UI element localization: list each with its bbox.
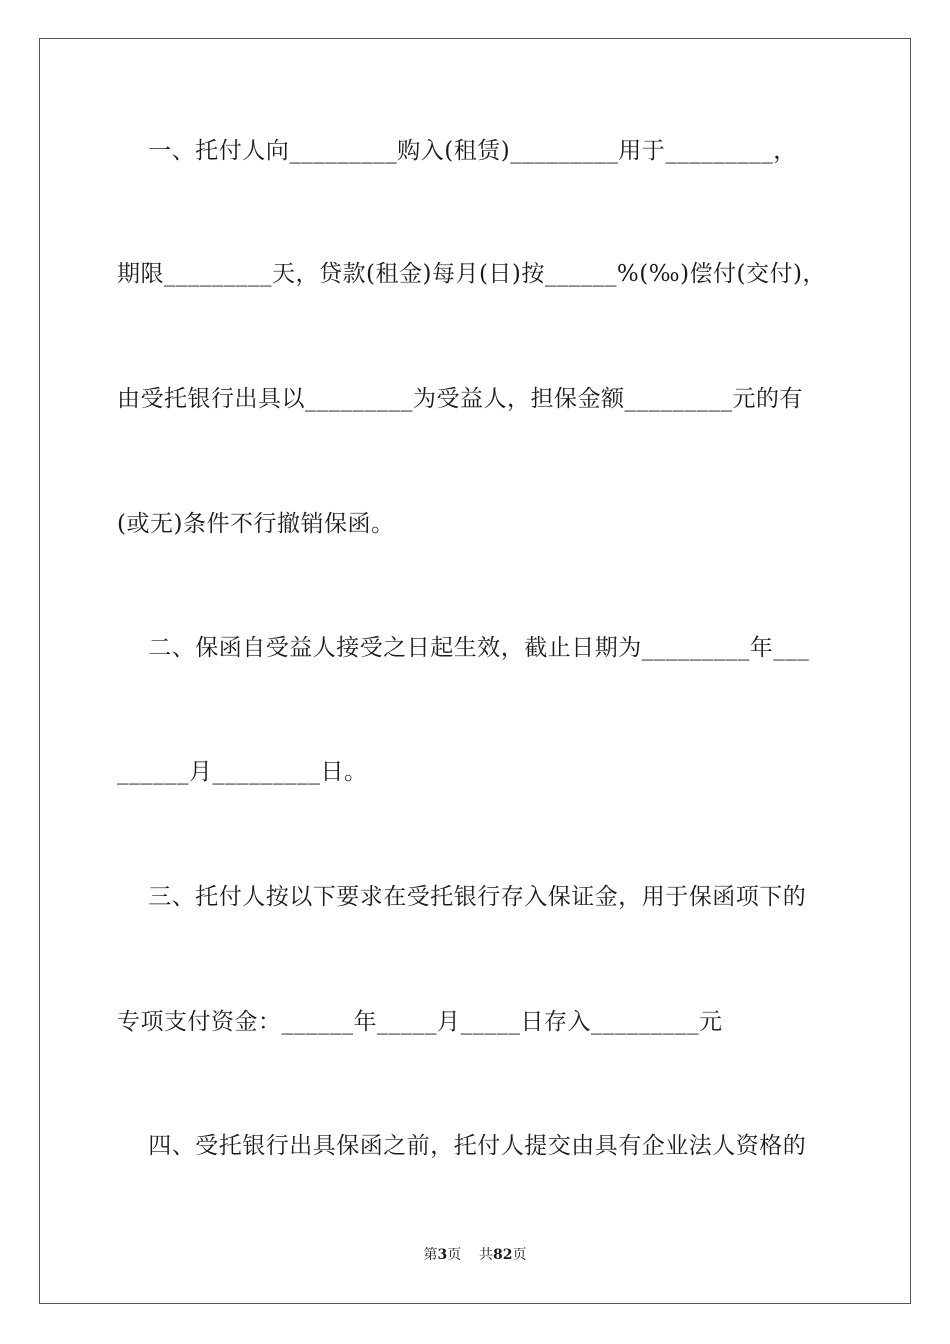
footer-total-prefix: 共: [479, 1247, 494, 1263]
footer-page-number: 3: [437, 1247, 448, 1263]
paragraph-1-line-2: 期限_________天，贷款(租金)每月(日)按______%(‰)偿付(交付)，: [117, 261, 827, 287]
paragraph-2-line-1: 二、保函自受益人接受之日起生效，截止日期为_________年___: [117, 635, 810, 661]
footer-total-suffix: 页: [512, 1247, 527, 1263]
paragraph-3-line-2: 专项支付资金：______年_____月_____日存入_________元: [117, 1009, 723, 1035]
paragraph-1-line-4: (或无)条件不行撤销保函。: [117, 511, 395, 537]
paragraph-3-line-1: 三、托付人按以下要求在受托银行存入保证金，用于保函项下的: [117, 884, 807, 910]
footer-page-suffix: 页: [447, 1247, 462, 1263]
footer-total-pages: 82: [493, 1247, 513, 1263]
paragraph-1-line-1: 一、托付人向_________购入(租赁)_________用于_________，: [117, 138, 797, 164]
paragraph-1-line-3: 由受托银行出具以_________为受益人，担保金额_________元的有: [117, 386, 803, 412]
footer-page-prefix: 第: [423, 1247, 438, 1263]
paragraph-2-line-2: ______月_________日。: [117, 759, 368, 785]
page-footer: [0, 1246, 950, 1264]
paragraph-4-line-1: 四、受托银行出具保函之前，托付人提交由具有企业法人资格的: [117, 1133, 807, 1159]
page-border: [39, 38, 911, 1304]
